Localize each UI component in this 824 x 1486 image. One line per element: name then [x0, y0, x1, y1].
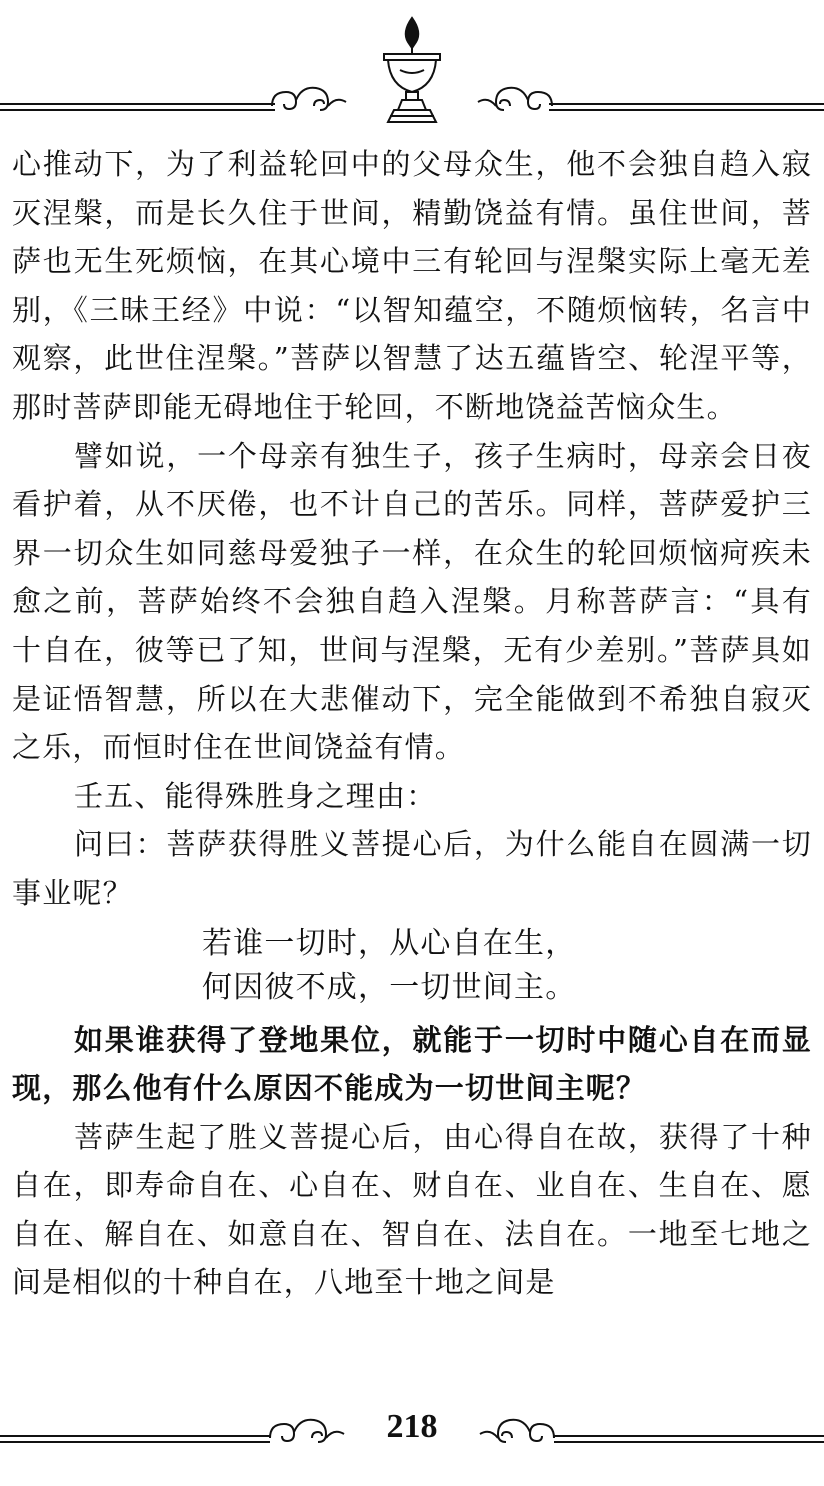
header-rule-right	[549, 104, 824, 110]
cloud-scroll-icon	[272, 88, 346, 110]
header-rule-left	[0, 104, 275, 110]
section-heading: 壬五、能得殊胜身之理由：	[74, 778, 437, 813]
header-ornament	[0, 0, 824, 130]
question-paragraph: 问曰：菩萨获得胜义菩提心后，为什么能自在圆满一切事业呢？	[12, 827, 812, 910]
verse-line: 何因彼不成，一切世间主。	[202, 969, 577, 1005]
body-paragraph: 心推动下，为了利益轮回中的父母众生，他不会独自趋入寂灭涅槃，而是长久住于世间，精勤饶益有情。虽住世间，菩萨也无生死烦恼，在其心境中三有轮回与涅槃实际上毫无差别，《三昧王经》中说：“以智知蕴空，不随烦恼转，名言中观察，此世住涅槃。”菩萨以智慧了达五蕴皆空、轮涅平等，那时菩萨即能无碍地住于轮回，不断地饶益苦恼众生。	[12, 147, 812, 424]
verse-line: 若谁一切时，从心自在生，	[202, 925, 577, 961]
cloud-scroll-icon	[478, 88, 552, 110]
commentary-paragraph: 如果谁获得了登地果位，就能于一切时中随心自在而显现，那么他有什么原因不能成为一切世间主呢？	[12, 1022, 812, 1106]
butter-lamp-icon	[384, 18, 440, 122]
page-body	[12, 140, 812, 1307]
body-paragraph: 譬如说，一个母亲有独生子，孩子生病时，母亲会日夜看护着，从不厌倦，也不计自己的苦乐。同样，菩萨爱护三界一切众生如同慈母爱独子一样，在众生的轮回烦恼疴疾未愈之前，菩萨始终不会独自趋入涅槃。月称菩萨言：“具有十自在，彼等已了知，世间与涅槃，无有少差别。”菩萨具如是证悟智慧，所以在大悲催动下，完全能做到不希独自寂灭之乐，而恒时住在世间饶益有情。	[12, 438, 812, 765]
verse-block	[12, 922, 812, 1010]
page-number: 218	[386, 1408, 438, 1445]
body-paragraph: 菩萨生起了胜义菩提心后，由心得自在故，获得了十种自在，即寿命自在、心自在、财自在、业自在、生自在、愿自在、解自在、如意自在、智自在、法自在。一地至七地之间是相似的十种自在，八地至十地之间是	[12, 1119, 812, 1300]
